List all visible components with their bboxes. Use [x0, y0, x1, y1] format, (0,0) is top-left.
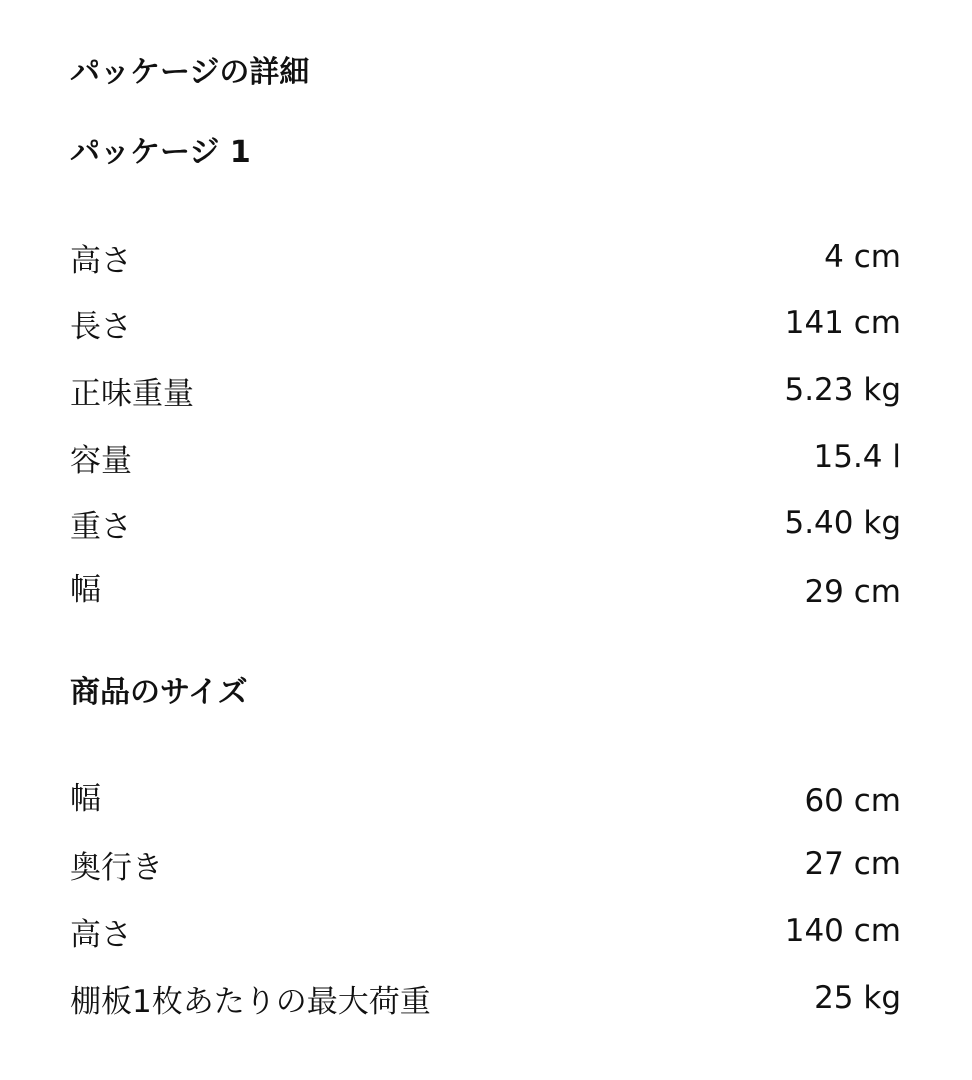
- spec-label: 重さ: [70, 508, 132, 545]
- spec-value: 60 cm: [804, 783, 901, 819]
- spec-label: 奥行き: [70, 849, 163, 886]
- spec-row-length: [70, 300, 901, 346]
- spec-label: 幅: [70, 781, 101, 817]
- product-size-heading: 商品のサイズ: [70, 675, 248, 710]
- spec-row-net-weight: [70, 367, 901, 413]
- spec-value: 5.40 kg: [784, 505, 901, 541]
- spec-value: 141 cm: [784, 305, 901, 341]
- spec-value: 4 cm: [824, 239, 901, 275]
- package-details-heading: パッケージの詳細: [70, 55, 310, 90]
- package-1-heading: パッケージ 1: [70, 135, 251, 170]
- spec-label: 容量: [70, 442, 132, 479]
- spec-label: 長さ: [70, 308, 132, 345]
- spec-value: 5.23 kg: [784, 372, 901, 408]
- spec-row-height: [70, 234, 901, 280]
- spec-label: 正味重量: [70, 375, 194, 412]
- spec-value: 25 kg: [814, 980, 901, 1016]
- size-row-width: [70, 773, 901, 819]
- spec-value: 27 cm: [804, 846, 901, 882]
- spec-label: 棚板1枚あたりの最大荷重: [70, 983, 431, 1020]
- spec-value: 15.4 l: [813, 439, 901, 475]
- spec-label: 高さ: [70, 916, 132, 953]
- spec-row-width: [70, 564, 901, 610]
- spec-label: 高さ: [70, 242, 132, 279]
- size-row-height: [70, 908, 901, 954]
- size-row-max-shelf-load: [70, 975, 901, 1021]
- spec-row-volume: [70, 434, 901, 480]
- size-row-depth: [70, 841, 901, 887]
- spec-value: 140 cm: [784, 913, 901, 949]
- spec-label: 幅: [70, 572, 101, 608]
- spec-value: 29 cm: [804, 574, 901, 610]
- spec-row-weight: [70, 500, 901, 546]
